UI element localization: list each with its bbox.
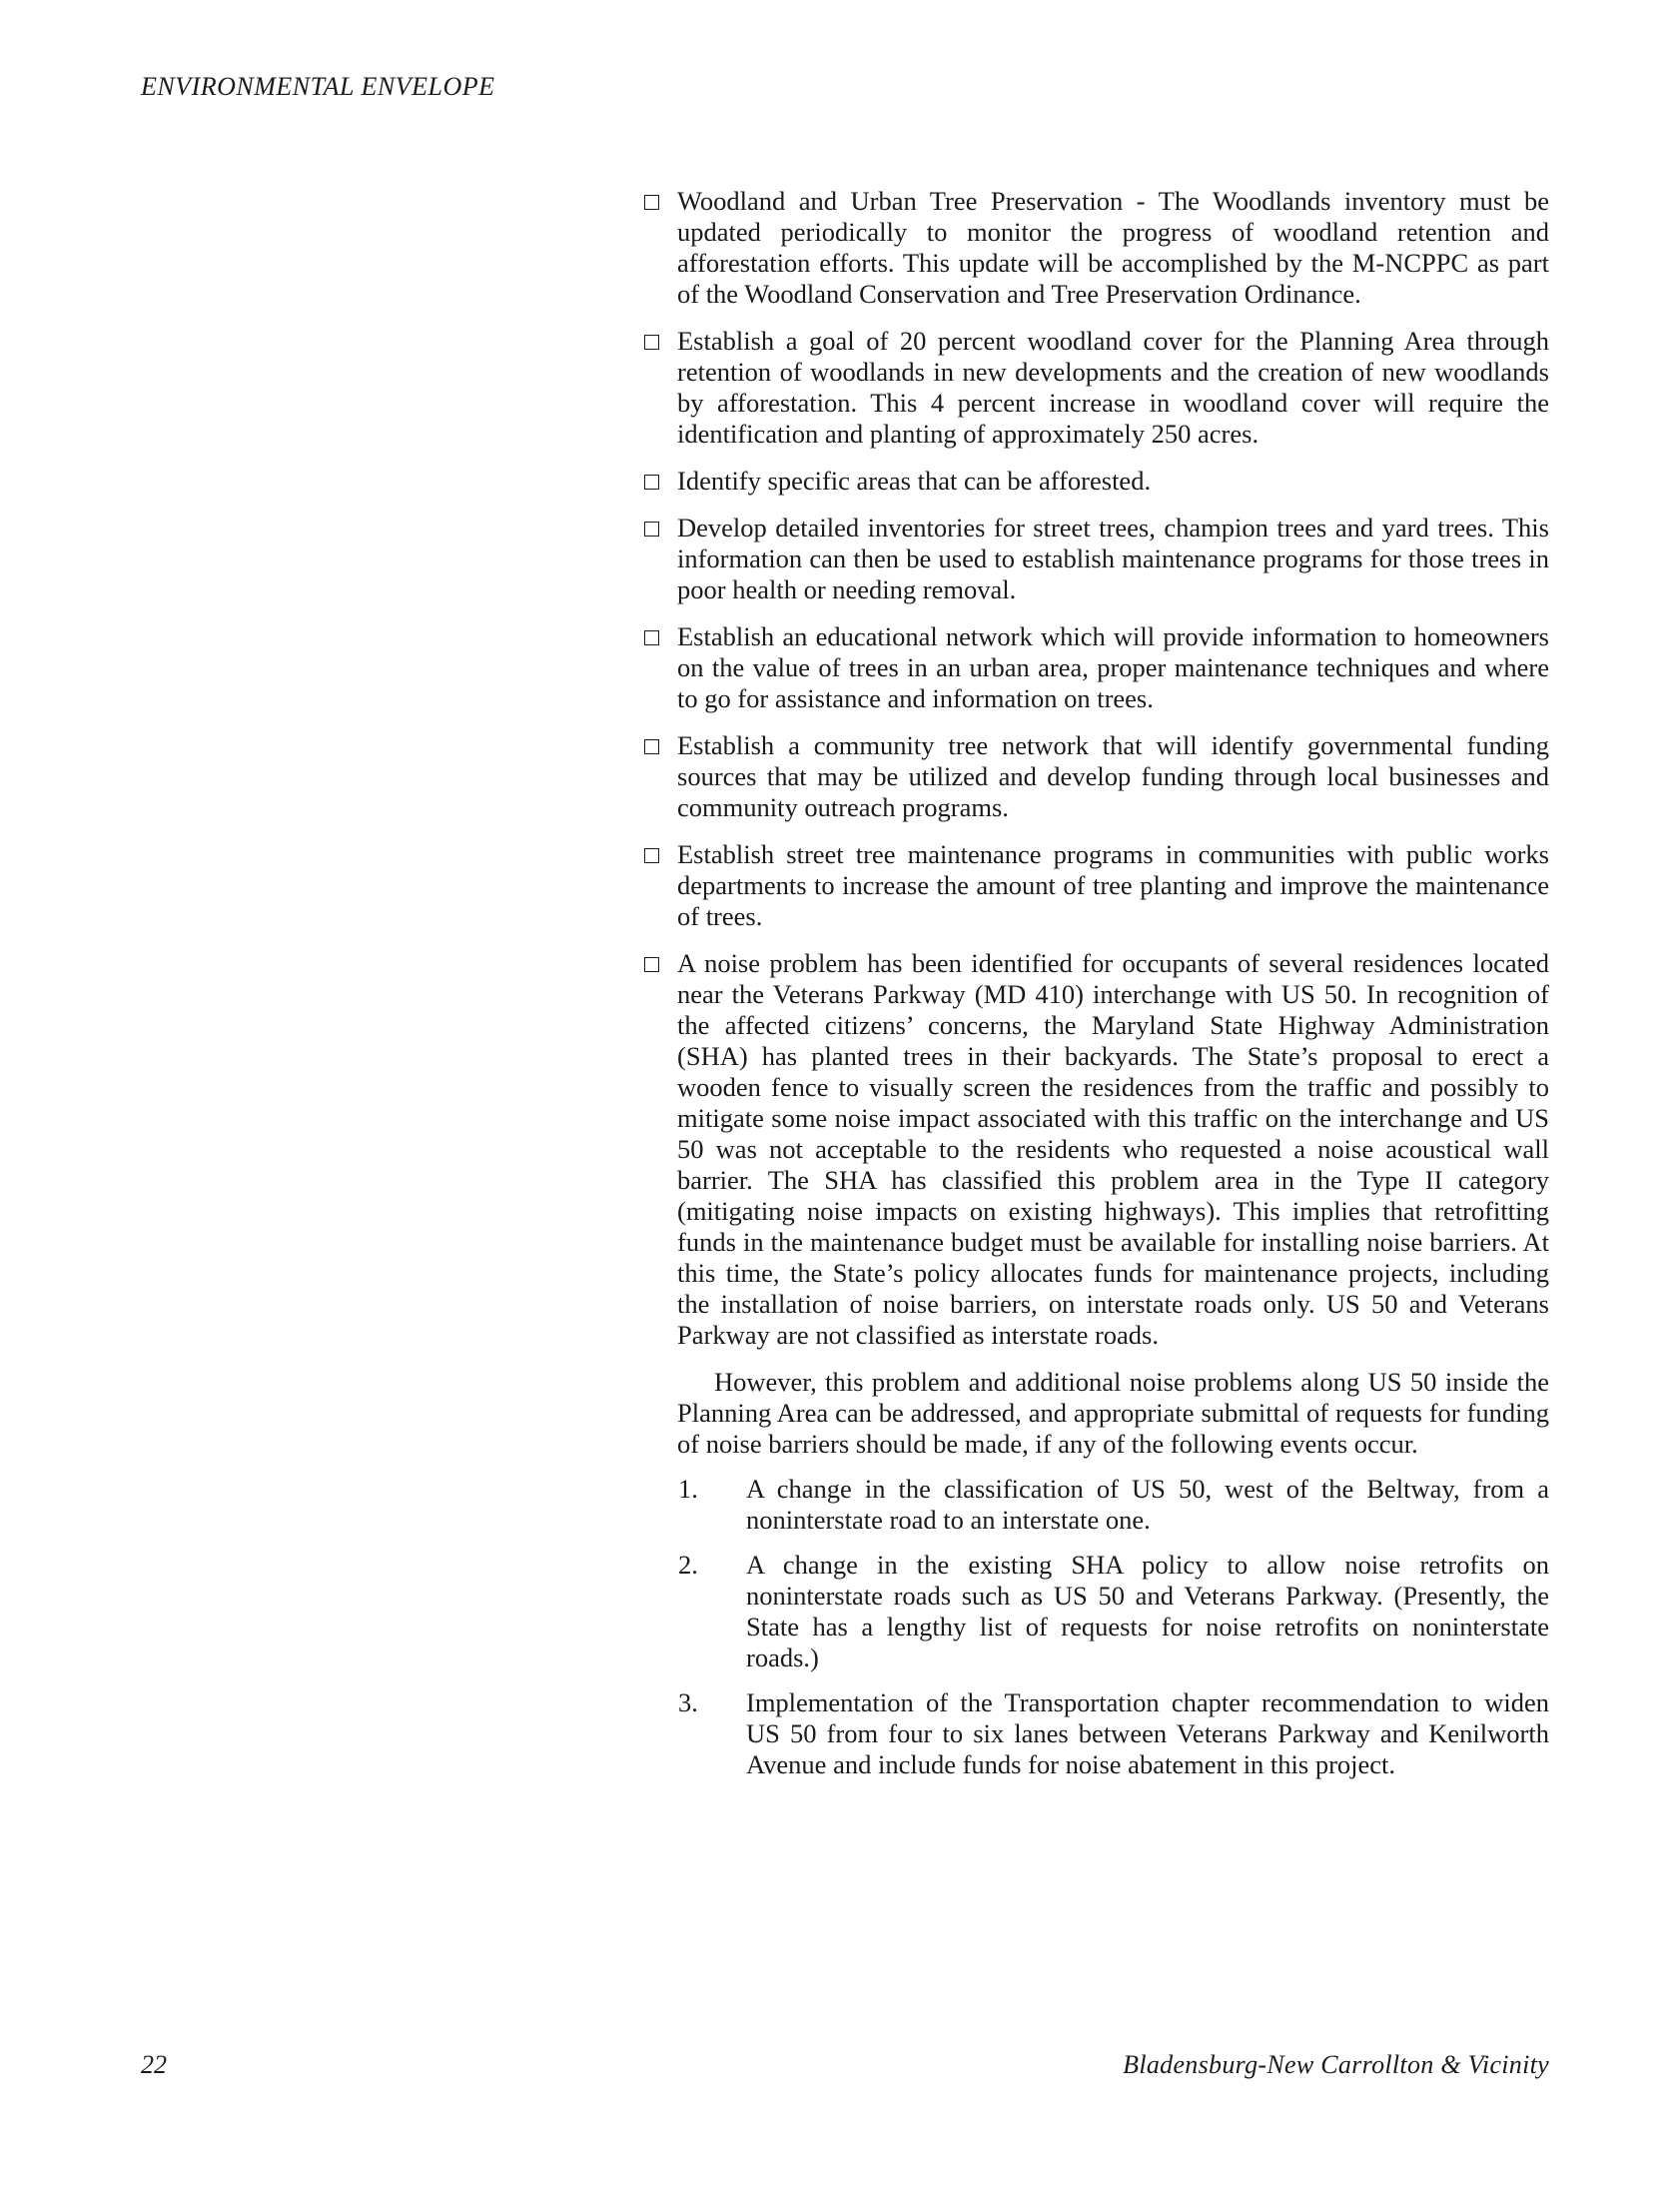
bullet-item-educational-network	[642, 621, 1549, 714]
checkbox-icon	[644, 475, 659, 490]
item-text: A change in the existing SHA policy to allow noise retrofits on noninterstate roads such as US 50 and Veterans Parkway. (Presently, the State has a lengthy list of requests for noise retrofits on noninterstate roads.)	[746, 1550, 1549, 1672]
bullet-item-street-tree-maintenance	[642, 839, 1549, 932]
numbered-item	[642, 1687, 1549, 1780]
bullet-text: Establish an educational network which will provide information to homeowners on the value of trees in an urban area, proper maintenance techniques and where to go for assistance and information on trees.	[677, 621, 1549, 713]
continuation-paragraph: However, this problem and additional noise problems along US 50 inside the Planning Area can be addressed, and appropriate submittal of requests for funding of noise barriers should be made, if any of the following events occur.	[677, 1367, 1549, 1459]
main-content	[642, 186, 1549, 1794]
item-text: Implementation of the Transportation chapter recommendation to widen US 50 from four to six lanes between Veterans Parkway and Kenilworth Avenue and include funds for noise abatement in this project.	[746, 1687, 1549, 1779]
bullet-item-community-tree-network	[642, 730, 1549, 823]
item-number: 1.	[678, 1474, 698, 1504]
bullet-text: Identify specific areas that can be afforested.	[677, 466, 1152, 496]
bullet-text: Establish a goal of 20 percent woodland cover for the Planning Area through retention of woodlands in new developments and the creation of new woodlands by afforestation. This 4 percent increase in woodland cover will require the identification and planting of approximately 250 acres.	[677, 326, 1549, 449]
checkbox-icon	[644, 195, 659, 210]
numbered-item	[642, 1550, 1549, 1673]
checkbox-icon	[644, 630, 659, 645]
bullet-text: Establish a community tree network that will identify governmental funding sources that may be utilized and develop funding through local businesses and community outreach programs.	[677, 730, 1549, 822]
checkbox-icon	[644, 739, 659, 754]
footer-title: Bladensburg-New Carrollton & Vicinity	[1123, 2050, 1549, 2079]
item-text: A change in the classification of US 50, west of the Beltway, from a noninterstate road to an interstate one.	[746, 1474, 1549, 1535]
running-head: ENVIRONMENTAL ENVELOPE	[141, 72, 495, 101]
bullet-item-woodland-preservation	[642, 186, 1549, 310]
page-number: 22	[141, 2050, 167, 2079]
bullet-text: Establish street tree maintenance programs in communities with public works departments to increase the amount of tree planting and improve the maintenance of trees.	[677, 839, 1549, 931]
checkbox-icon	[644, 848, 659, 863]
numbered-item	[642, 1474, 1549, 1536]
bullet-item-noise-problem	[642, 948, 1549, 1351]
checkbox-icon	[644, 335, 659, 350]
bullet-text: A noise problem has been identified for occupants of several residences located near the Veterans Parkway (MD 410) interchange with US 50. In recognition of the affected citizens’ concerns, the Maryland State Highway Administration (SHA) has planted trees in their backyards. The State’s proposal to erect a wooden fence to visually screen the residences from the traffic and possibly to mitigate some noise impact associated with this traffic on the interchange and US 50 was not acceptable to the residents who requested a noise acoustical wall barrier. The SHA has classified this problem area in the Type II category (mitigating noise impacts on existing highways). This implies that retrofitting funds in the maintenance budget must be available for installing noise barriers. At this time, the State’s policy allocates funds for maintenance projects, including the installation of noise barriers, on interstate roads only. US 50 and Veterans Parkway are not classified as interstate roads.	[677, 948, 1549, 1350]
bullet-item-woodland-cover-goal	[642, 326, 1549, 450]
checkbox-icon	[644, 522, 659, 537]
bullet-item-afforestation-areas	[642, 466, 1549, 497]
item-number: 2.	[678, 1550, 698, 1580]
item-number: 3.	[678, 1687, 698, 1717]
checkbox-icon	[644, 957, 659, 972]
bullet-text: Woodland and Urban Tree Preservation - The Woodlands inventory must be updated periodically to monitor the progress of woodland retention and afforestation efforts. This update will be accomplished by the M-NCPPC as part of the Woodland Conservation and Tree Preservation Ordinance.	[677, 186, 1549, 309]
bullet-item-tree-inventories	[642, 513, 1549, 605]
bullet-text: Develop detailed inventories for street trees, champion trees and yard trees. This information can then be used to establish maintenance programs for those trees in poor health or needing removal.	[677, 513, 1549, 604]
